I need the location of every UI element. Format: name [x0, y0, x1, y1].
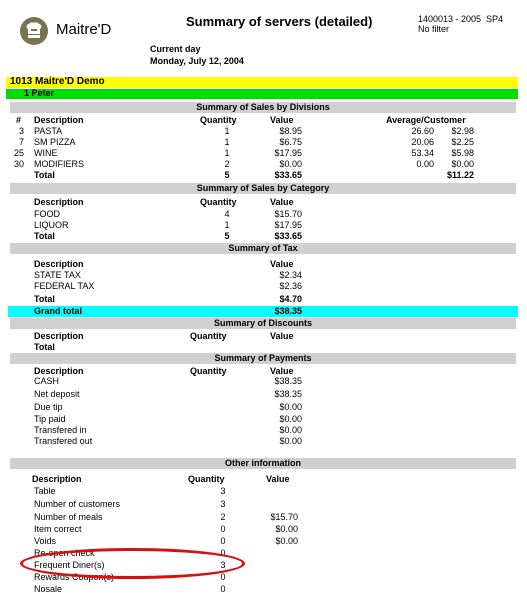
col-quantity-header: Quantity	[200, 197, 237, 207]
col-description-header: Description	[34, 259, 84, 269]
col-value-header: Value	[270, 366, 294, 376]
col-avg-header: Average/Customer	[386, 115, 466, 125]
report-period: Current day	[150, 44, 201, 54]
report-filter: No filter	[418, 24, 450, 34]
discounts-section-title: Summary of Discounts	[10, 318, 516, 329]
grand-total-label: Grand total	[34, 306, 83, 316]
col-num-header: #	[16, 115, 22, 125]
report-title: Summary of servers (detailed)	[186, 14, 373, 29]
col-value-header: Value	[266, 474, 290, 484]
other-section-title: Other information	[10, 458, 516, 469]
tax-section-title: Summary of Tax	[10, 243, 516, 254]
col-quantity-header: Quantity	[190, 331, 227, 341]
col-description-header: Description	[34, 197, 84, 207]
report-code: 1400013 - 2005	[418, 14, 482, 24]
col-value-header: Value	[270, 259, 294, 269]
col-value-header: Value	[270, 115, 294, 125]
col-quantity-header: Quantity	[190, 366, 227, 376]
store-name: 1013 Maitre'D Demo	[10, 76, 105, 87]
maitred-logo	[20, 17, 48, 45]
report-version: SP4	[486, 14, 504, 24]
col-description-header: Description	[34, 331, 84, 341]
store-band	[6, 77, 518, 88]
col-description-header: Description	[32, 474, 82, 484]
divisions-section-title: Summary of Sales by Divisions	[10, 102, 516, 113]
col-description-header: Description	[34, 115, 84, 125]
category-section-title: Summary of Sales by Category	[10, 183, 516, 194]
server-name: 1 Peter	[24, 88, 55, 98]
brand-name: Maitre'D	[56, 21, 112, 38]
col-quantity-header: Quantity	[188, 474, 225, 484]
col-value-header: Value	[270, 197, 294, 207]
discounts-total-label: Total	[34, 342, 55, 352]
col-description-header: Description	[34, 366, 84, 376]
chef-hat-icon	[20, 17, 48, 45]
grand-total-value: $38.35	[274, 306, 302, 316]
highlight-oval	[20, 548, 245, 579]
col-quantity-header: Quantity	[200, 115, 237, 125]
server-band	[6, 89, 518, 99]
col-value-header: Value	[270, 331, 294, 341]
grand-total-band	[8, 306, 518, 317]
report-date: Monday, July 12, 2004	[150, 56, 244, 66]
payments-section-title: Summary of Payments	[10, 353, 516, 364]
